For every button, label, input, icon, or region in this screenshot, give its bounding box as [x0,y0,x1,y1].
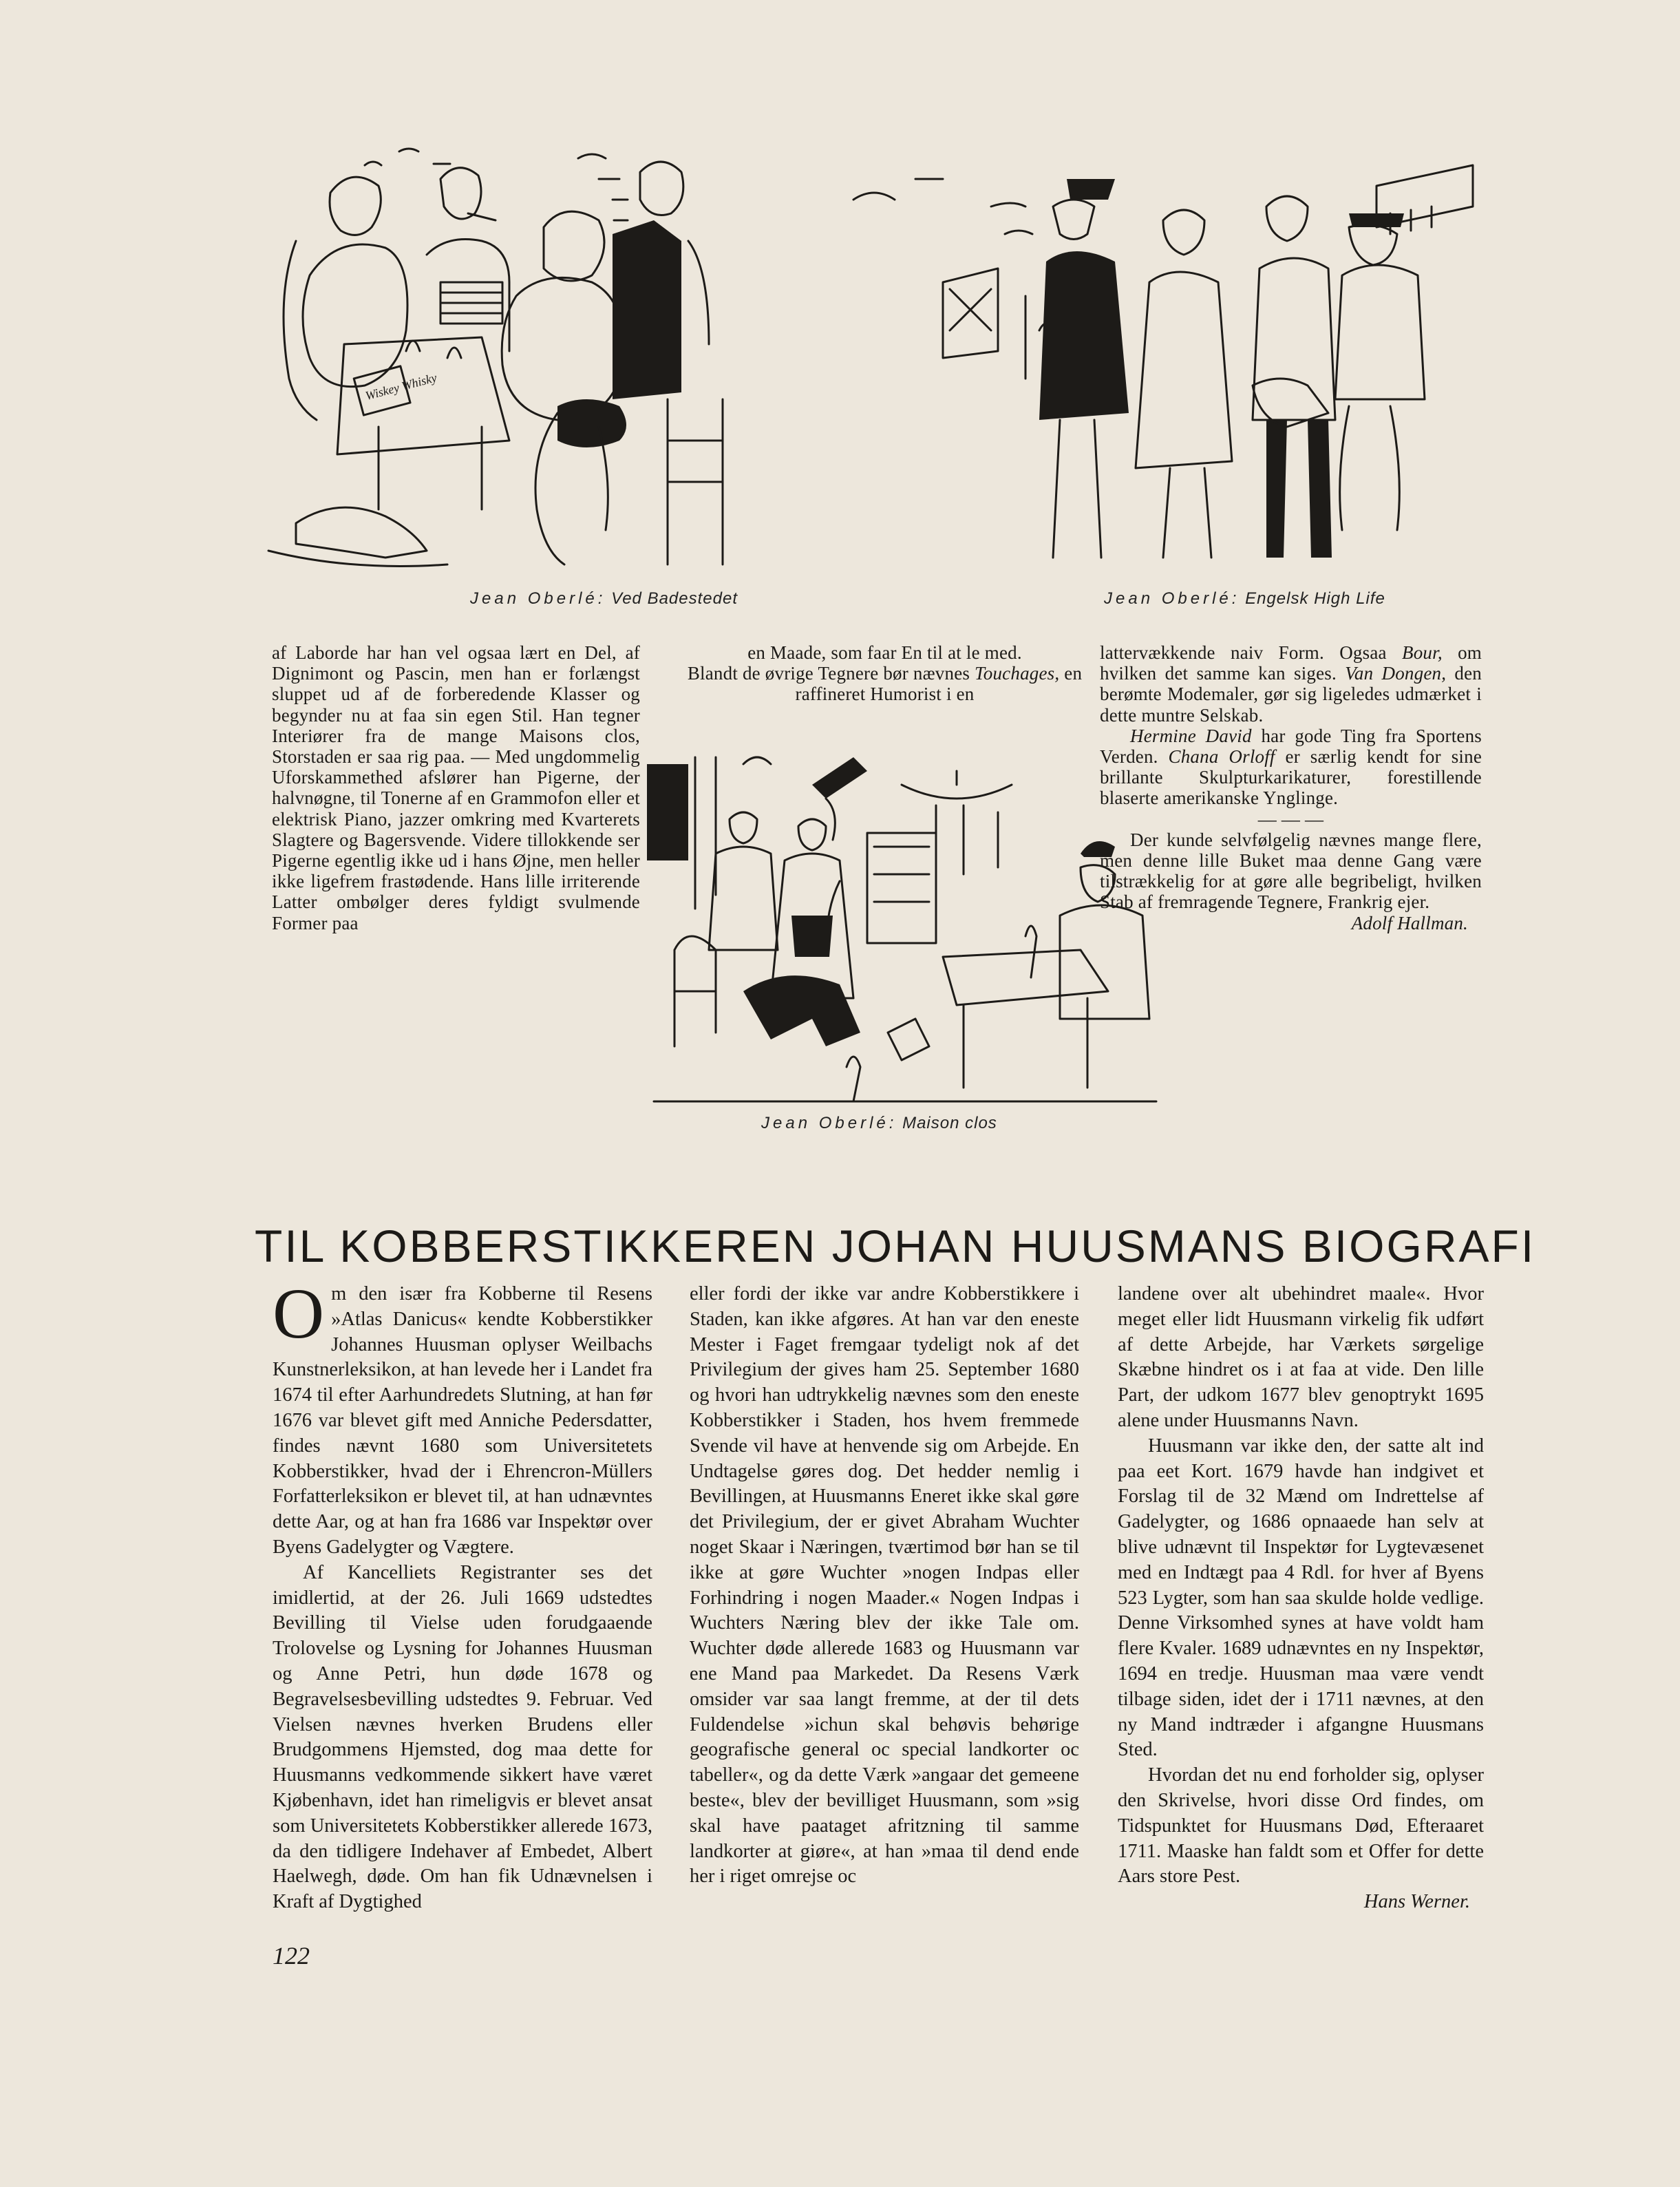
upper-column-2 [680,642,1089,705]
caption-engelsk-high-life [1104,589,1385,609]
upper-column-3-text-b: om hvilken det samme kan siges. [1100,642,1482,684]
upper-column-2-line1: en Maade, som faar En til at le med. [747,642,1022,663]
article-column-1-paragraph-1: m den især fra Kobberne til Resens »Atlas Danicus« kendte Kobberstikker Johannes Huusman oplyser Weilbachs Kunstnerleksikon, at han levede her i Landet fra 1674 til efter Aarhundredets Slutning, at han før 1676 var blevet gift med Anniche Pedersdatter, findes nævnt 1680 som Universitetets Kobberstikker, hvad der i Ehrencron-Müllers Forfatterleksikon er blevet til, at han udnævntes dette Aar, og at han fra 1686 var Inspektør over Byens Gadelygter og Vægtere. [273,1283,652,1558]
caption-artist: Jean Oberlé: [761,1114,897,1132]
article-column-3-paragraph-3: Hvordan det nu end forholder sig, oplyser den Skrivelse, hvori disse Ord findes, om Tidspunktet for Huusmans Død, Efteraaret 1711. Maaske han faldt som et Offer for dette Aars store Pest. [1118,1764,1484,1888]
caption-artist: Jean Oberlé: [1104,589,1240,608]
article-column-1 [273,1274,652,1915]
illustration-engelsk-high-life [840,158,1493,578]
drop-cap: O [273,1274,325,1353]
caption-title: Maison clos [902,1114,997,1132]
caption-maison-clos [761,1114,997,1133]
section-separator: — — — [1257,808,1324,830]
page-number: 122 [273,1942,310,1969]
upper-column-3-text-e: er særlig kendt for sine brillante Skulpturkarikaturer, forestillende blaserte amerikanske Ynglinge. [1100,746,1482,809]
upper-column-2-text-b: en raffineret Humorist i en [795,663,1083,705]
article-column-3 [1118,1282,1484,1915]
author-signature-adolf-hallman: Adolf Hallman. [1351,912,1468,933]
artist-name-chana-orloff: Chana Orloff [1168,746,1275,768]
illustration-ved-badestedet [255,138,778,585]
article-headline: TIL KOBBERSTIKKEREN JOHAN HUUSMANS BIOGRAFI [255,1221,1536,1271]
upper-column-3 [1100,642,1482,933]
artist-name-van-dongen: Van Dongen, [1345,663,1447,684]
article-column-2-text: eller fordi der ikke var andre Kobberstikkere i Staden, kan ikke afgøres. At han var den eneste Mester i Faget fremgaar tydeligt nok af det Privilegium der gives ham 25. September 1680 og hvori han udtrykkelig nævnes som den eneste Kobberstikker i Staden, hos hvem fremmede Svende vil have at henvende sig om Arbejde. En Undtagelse gøres dog. Det hedder nemlig i Bevillingen, at Huusmanns Eneret ikke skal gøre det Privilegium, der er givet Abraham Wuchter noget Skaar i Næringen, tværtimod bør han se til ikke at gøre Wuchter »nogen Indpas eller Forhindring i nogen Maader.« Nogen Indpas i Wuchters Næring blev der ikke Tale om. Wuchter døde allerede 1683 og Huusmann var ene Mand paa Markedet. Da Resens Værk omsider var saa langt fremme, at der til dets Fuldendelse »ichun skal behøvis behørige geografische general oc special landkorter oc tabeller«, og da dette Værk »angaar det gemeene beste«, blev der bevilliget Huusmann, som »sig skal have paataget afritzning til samme landkorter at giøre«, at han »maa til dend ende her i riget omrejse oc [690,1283,1079,1888]
artist-name-touchages: Touchages, [975,663,1060,684]
article-column-2 [690,1282,1079,1890]
inscription-text: Wiskey Whisky [363,370,438,403]
upper-column-1 [272,642,640,933]
caption-ved-badestedet [470,589,738,609]
caption-title: Ved Badestedet [611,589,738,608]
illustration-maison-clos [640,743,1170,1126]
upper-column-3-text-a: lattervækkende naiv Form. Ogsaa [1100,642,1387,663]
artist-name-hermine-david: Hermine David [1130,725,1252,746]
article-column-3-paragraph-2: Huusmann var ikke den, der satte alt ind paa eet Kort. 1679 havde han indgivet et Forslag til de 32 Mænd om Indrettelse af Gadelygter, og 1686 opnaaede han selv at blive udnævnt til Inspektør for Lygtevæsenet med en Indtægt paa 4 Rdl. for hver af Byens 523 Lygter, som han saa skulde holde vedlige. Denne Virksomhed synes at have voldt ham flere Kvaler. 1689 udnævntes en ny Inspektør, 1694 en tredje. Huusman maa være vendt tilbage siden, idet der i 1711 nævnes, at den ny Mand indtræder i afgangne Huusmans Sted. [1118,1435,1484,1761]
upper-column-1-text: af Laborde har han vel ogsaa lært en Del, af Dignimont og Pascin, men han er forlængst sluppet ud af de forberedende Klasser og begynder nu at faa sin egen Stil. Han tegner Interiører fra de mange Maisons clos, Storstaden er saa rig paa. — Med ungdommelig Uforskammethed afslører han Pigerne, der halvnøgne, til Tonerne af en Grammofon eller et elektrisk Piano, jazzer omkring med Kvarterets Slagtere og Bagersvende. Videre tillokkende ser Pigerne egentlig ikke ud i hans Øjne, men heller ikke ligefrem frastødende. Hans lille irriterende Latter ombølger deres fyldigt svulmende Former paa [272,642,640,933]
caption-artist: Jean Oberlé: [470,589,606,608]
artist-name-bour: Bour, [1402,642,1443,663]
article-column-1-paragraph-2: Af Kancelliets Registranter ses det imidlertid, at der 26. Juli 1669 udstedtes Bevilling til Vielse uden forudgaaende Trolovelse og Lysning for Johannes Huusman og Anne Petri, hun døde 1678 og Begravelsesbevilling udstedtes 9. Februar. Ved Vielsen nævnes hverken Brudens eller Brudgommens Hjemsted, dog maa dette for Huusmanns vedkommende sikkert have været Kjøbenhavn, idet han rimeligvis er blevet ansat som Universitetets Kobberstikker allerede 1673, da den tidligere Indehaver af Embedet, Albert Haelwegh, døde. Om han fik Udnævnelsen i Kraft af Dygtighed [273,1561,652,1913]
upper-column-3-text-c: den berømte Modemaler, gør sig ligeledes udmærket i dette muntre Selskab. [1100,663,1482,726]
upper-column-3-text-d: har gode Ting fra Sportens Verden. [1100,725,1482,768]
article-column-3-paragraph-1: landene over alt ubehindret maale«. Hvor meget eller lidt Huusmann virkelig fik udført af dette Arbejde, har Værkets sørgelige Skæbne hindret os i at faa at vide. Den lille Part, der udkom 1677 blev genoptrykt 1695 alene under Huusmanns Navn. [1118,1283,1484,1431]
caption-title: Engelsk High Life [1245,589,1385,608]
author-signature-hans-werner: Hans Werner. [1363,1891,1470,1913]
upper-column-3-text-f: Der kunde selvfølgelig nævnes mange flere, men denne lille Buket maa denne Gang være tilstrækkelig for at gøre alle begribeligt, hvilken Stab af fremragende Tegnere, Frankrig ejer. [1100,829,1482,913]
upper-column-2-text-a: Blandt de øvrige Tegnere bør nævnes [687,663,970,684]
